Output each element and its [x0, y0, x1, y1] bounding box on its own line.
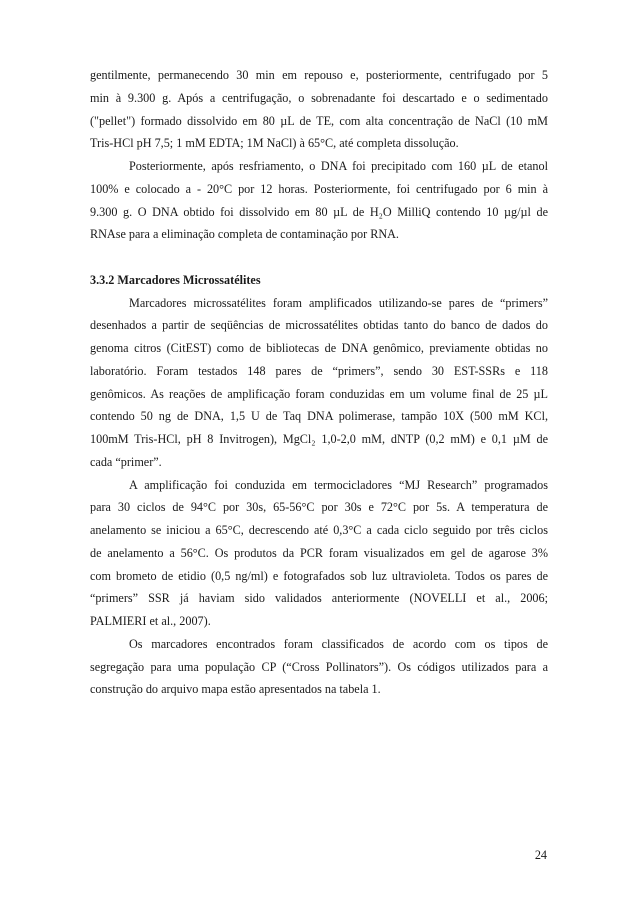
paragraph: [90, 292, 548, 474]
page-number: 24: [534, 848, 547, 862]
text-line: de anelamento a 56°C. Os produtos da PCR foram visualizados em gel de agarose 3%: [90, 545, 548, 560]
text-line: 100mM Tris-HCl, pH 8 Invitrogen), MgCl₂ 1,0-2,0 mM, dNTP (0,2 mM) e 0,1 µM de: [90, 432, 548, 446]
paragraph: [90, 64, 548, 155]
document-page: [90, 64, 548, 701]
text-line: genômicos. As reações de amplificação foram conduzidas em um volume final de 25 µL: [90, 386, 548, 401]
text-line: segregação para uma população CP (“Cross Pollinators”). Os códigos utilizados para a: [90, 659, 548, 674]
section-heading: 3.3.2 Marcadores Microssatélites: [90, 272, 261, 287]
paragraph: [90, 155, 548, 246]
text-line: genoma citros (CitEST) como de bibliotecas de DNA genômico, previamente obtidas no: [90, 341, 548, 355]
text-line: 9.300 g. O DNA obtido foi dissolvido em 80 µL de H₂O MilliQ contendo 10 µg/µl de: [90, 204, 548, 219]
text-line: gentilmente, permanecendo 30 min em repouso e, posteriormente, centrifugado por 5: [90, 68, 548, 82]
text-line: desenhados a partir de seqüências de microssatélites obtidas tanto do banco de dados do: [90, 318, 548, 333]
text-line: anelamento se iniciou a 65°C, decrescendo até 0,3°C a cada ciclo seguido por três ciclos: [90, 523, 548, 537]
text-line: Os marcadores encontrados foram classificados de acordo com os tipos de: [129, 636, 548, 651]
text-line: laboratório. Foram testados 148 pares de “primers”, sendo 30 EST-SSRs e 118: [90, 363, 548, 378]
text-line: cada “primer”.: [90, 454, 162, 469]
text-line: Marcadores microssatélites foram amplificados utilizando-se pares de “primers”: [129, 295, 548, 310]
text-line: A amplificação foi conduzida em termocicladores “MJ Research” programados: [129, 477, 548, 492]
text-line: PALMIERI et al., 2007).: [90, 614, 211, 628]
text-line: RNAse para a eliminação completa de contaminação por RNA.: [90, 227, 399, 242]
paragraph: [90, 633, 548, 701]
text-line: “primers” SSR já haviam sido validados anteriormente (NOVELLI et al., 2006;: [90, 591, 548, 606]
text-line: min à 9.300 g. Após a centrifugação, o sobrenadante foi descartado e o sedimentado: [90, 90, 548, 105]
text-line: com brometo de etidio (0,5 ng/ml) e fotografados sob luz ultravioleta. Todos os pares de: [90, 568, 548, 583]
text-line: Tris-HCl pH 7,5; 1 mM EDTA; 1M NaCl) à 65°C, até completa dissolução.: [90, 136, 459, 151]
text-line: 100% e colocado a - 20°C por 12 horas. Posteriormente, foi centrifugado por 6 min à: [90, 181, 548, 196]
text-line: contendo 50 ng de DNA, 1,5 U de Taq DNA polimerase, tampão 10X (500 mM KCl,: [90, 409, 548, 424]
text-line: Posteriormente, após resfriamento, o DNA foi precipitado com 160 µL de etanol: [129, 159, 548, 173]
paragraph: [90, 474, 548, 633]
text-line: para 30 ciclos de 94°C por 30s, 65-56°C por 30s e 72°C por 5s. A temperatura de: [90, 500, 548, 515]
text-line: ("pellet") formado dissolvido em 80 µL de TE, com alta concentração de NaCl (10 mM: [90, 113, 548, 128]
spacer: [90, 246, 548, 269]
text-line: construção do arquivo mapa estão apresentados na tabela 1.: [90, 682, 381, 697]
